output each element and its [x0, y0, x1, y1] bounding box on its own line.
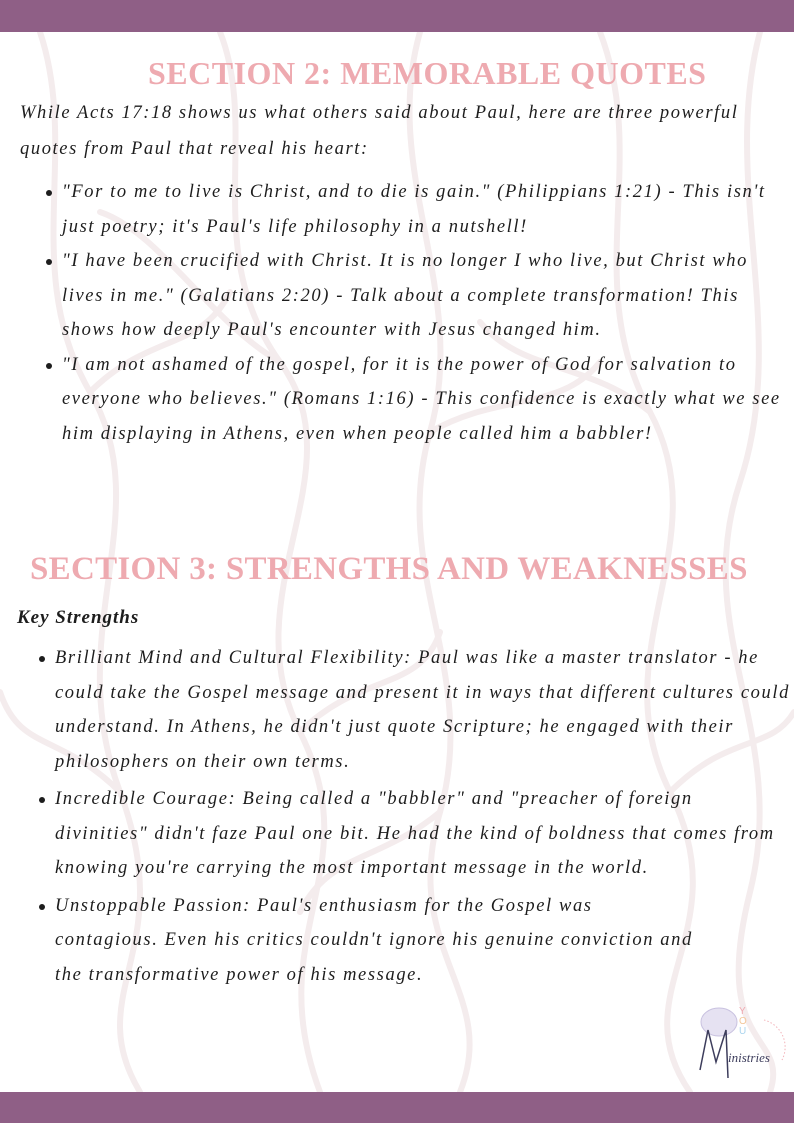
quotes-list: [62, 175, 782, 451]
quote-text: "I am not ashamed of the gospel, for it is the power of God for salvation to everyone who believes." (Romans 1:16) - This confidence is exactly what we see him displaying in Athens, even when people called him a babbler!: [62, 354, 781, 444]
svg-text:Y: Y: [739, 1006, 746, 1017]
strengths-list: [55, 641, 790, 992]
svg-text:U: U: [739, 1026, 747, 1037]
top-banner: [0, 0, 794, 32]
list-item: [55, 641, 790, 779]
strength-text: Incredible Courage: Being called a "babbler" and "preacher of foreign divinities" didn't faze Paul one bit. He had the kind of boldness that comes from knowing you're carrying the most important message in the world.: [55, 789, 775, 878]
bottom-banner: [0, 1092, 794, 1123]
key-strengths-subheading: Key Strengths: [17, 607, 140, 628]
list-item: [62, 175, 782, 244]
strength-text: Brilliant Mind and Cultural Flexibility: Paul was like a master translator - he could take the Gospel message and present it in ways that different cultures could understand. In Athens, he didn't just quote Scripture; he engaged with their philosophers on their own terms.: [55, 648, 790, 772]
strength-text: Unstoppable Passion: Paul's enthusiasm for the Gospel was contagious. Even his critics couldn't ignore his genuine conviction and the transformative power of his message.: [55, 895, 693, 985]
list-item: [55, 782, 790, 886]
section-2-intro: While Acts 17:18 shows us what others said about Paul, here are three powerful quotes from Paul that reveal his heart:: [20, 103, 739, 159]
bullet-icon: [39, 656, 45, 662]
section-2-heading: SECTION 2: MEMORABLE QUOTES: [148, 55, 707, 91]
svg-text:inistries: inistries: [728, 1050, 770, 1065]
bullet-icon: [39, 797, 45, 803]
you-ministries-logo: [694, 1000, 789, 1090]
section-3-heading: SECTION 3: STRENGTHS AND WEAKNESSES: [30, 551, 748, 587]
bullet-icon: [39, 904, 45, 910]
svg-text:O: O: [739, 1016, 747, 1027]
quote-text: "I have been crucified with Christ. It is no longer I who live, but Christ who lives in me." (Galatians 2:20) - Talk about a complete transformation! This shows how deeply Paul's encounter with Jesus changed him.: [62, 251, 748, 340]
bullet-icon: [46, 259, 52, 265]
list-item: [62, 348, 782, 452]
bullet-icon: [46, 190, 52, 196]
bullet-icon: [46, 363, 52, 369]
quote-text: "For to me to live is Christ, and to die is gain." (Philippians 1:21) - This isn't just poetry; it's Paul's life philosophy in a nutshell!: [62, 182, 766, 237]
list-item: [55, 889, 700, 993]
list-item: [62, 244, 782, 348]
